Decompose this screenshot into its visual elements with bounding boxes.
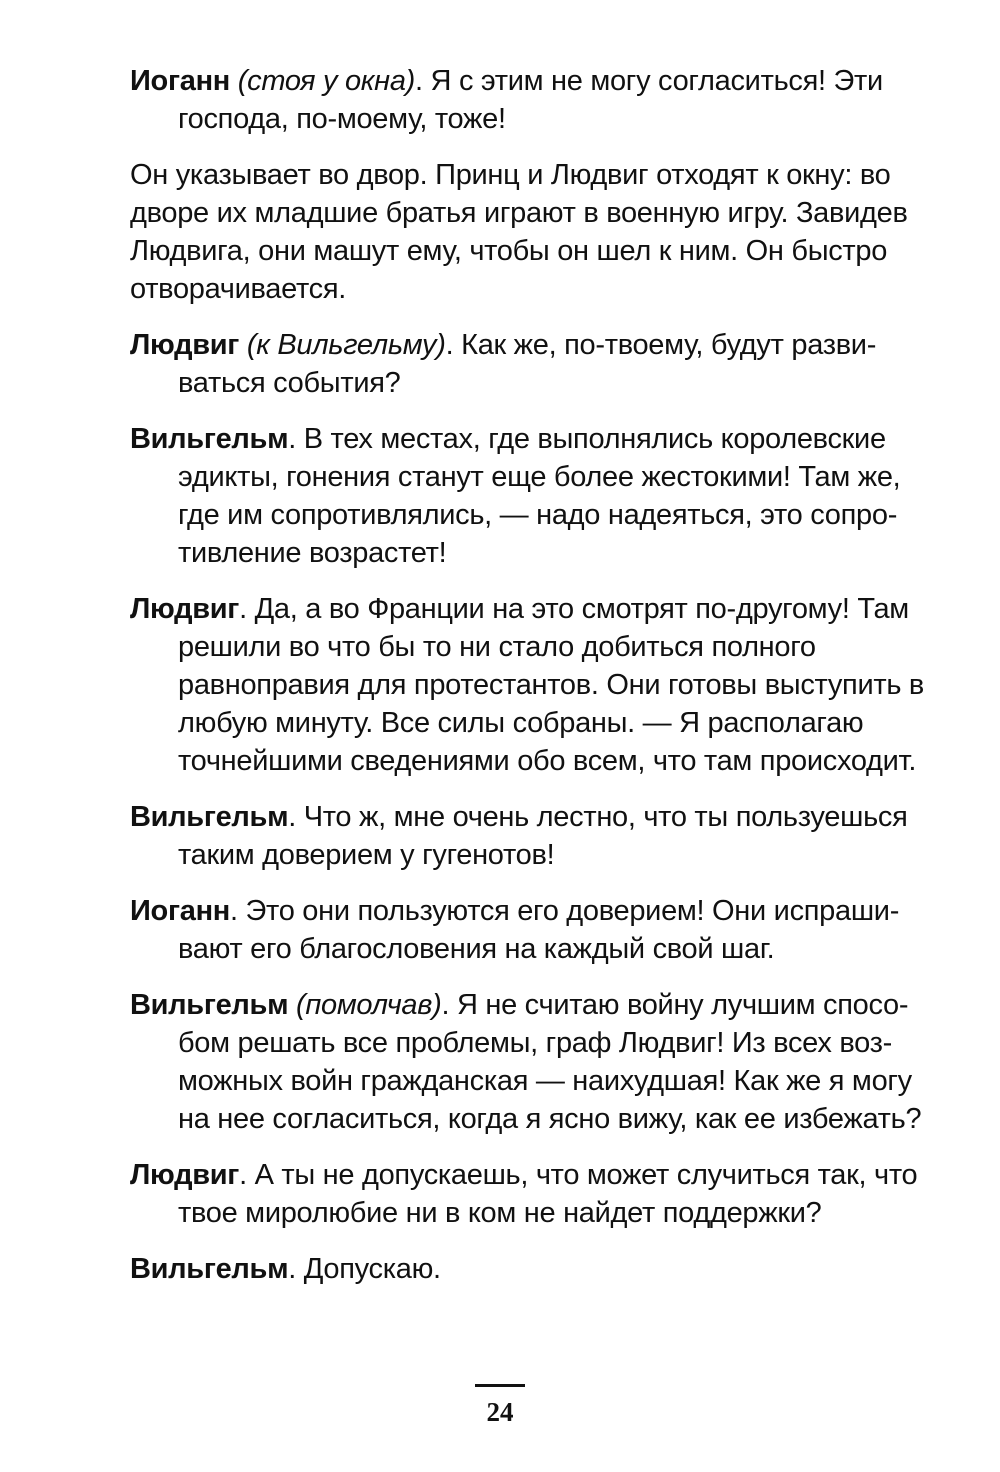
speaker-name: Иоганн <box>130 895 230 927</box>
speaker-name: Вильгельм <box>130 801 289 833</box>
speaker-name: Вильгельм <box>130 1253 289 1285</box>
speaker-name: Вильгельм <box>130 989 289 1021</box>
dialogue-text: . Что ж, мне очень лестно, что ты пользуешься таким доверием у гугенотов! <box>178 801 908 871</box>
dialogue-text: . А ты не допускаешь, что может случиться так, что твое миролюбие ни в ком не найдет поддержки? <box>178 1159 918 1229</box>
dialogue-text: . Я не считаю войну лучшим способом решать все проблемы, граф Людвиг! Из всех возможных войн гражданская — наихудшая! Как же я могу на нее согласиться, когда я ясно вижу, как ее избежать? <box>178 989 922 1135</box>
page-number: 24 <box>486 1397 514 1427</box>
dialogue-text: . Это они пользуются его доверием! Они испрашивают его благословения на каждый свой шаг. <box>178 895 900 965</box>
dialogue-text: . Как же, по-твоему, будут развиваться события? <box>178 329 877 399</box>
stage-direction: (к Вильгельму) <box>246 329 446 361</box>
page-footer <box>0 1384 1000 1428</box>
narration-text: Он указывает во двор. Принц и Людвиг отходят к окну: во дворе их младшие братья играют в военную игру. Завидев Людвига, они машут ему, чтобы он шел к ним. Он быстро отворачивается. <box>130 159 908 305</box>
dialogue-block <box>130 1156 930 1232</box>
dialogue-block <box>130 62 930 138</box>
dialogue-block <box>130 420 930 572</box>
document-page <box>130 62 930 1306</box>
speaker-name: Иоганн <box>130 65 230 97</box>
dialogue-block <box>130 590 930 780</box>
stage-direction: (стоя у окна) <box>237 65 416 97</box>
stage-direction: (помолчав) <box>296 989 442 1021</box>
dialogue-text: . В тех местах, где выполнялись королевские эдикты, гонения станут еще более жестокими! Там же, где им сопротивлялись, — надо надеяться, это сопротивление возрастет! <box>178 423 901 569</box>
dialogue-block <box>130 326 930 402</box>
footer-rule <box>475 1384 525 1387</box>
speaker-name: Вильгельм <box>130 423 289 455</box>
speaker-name: Людвиг <box>130 329 240 361</box>
speaker-name: Людвиг <box>130 593 240 625</box>
speaker-name: Людвиг <box>130 1159 240 1191</box>
narration-block <box>130 156 930 308</box>
dialogue-text: . Да, а во Франции на это смотрят по-другому! Там решили во что бы то ни стало добиться полного равноправия для протестантов. Они готовы выступить в любую минуту. Все силы собраны. — Я располагаю точнейшими сведениями обо всем, что там происходит. <box>178 593 925 777</box>
dialogue-block <box>130 986 930 1138</box>
dialogue-block <box>130 1250 930 1288</box>
dialogue-block <box>130 798 930 874</box>
dialogue-text: . Я с этим не могу согласиться! Эти господа, по-моему, тоже! <box>178 65 883 135</box>
dialogue-block <box>130 892 930 968</box>
dialogue-text: . Допускаю. <box>288 1253 441 1285</box>
